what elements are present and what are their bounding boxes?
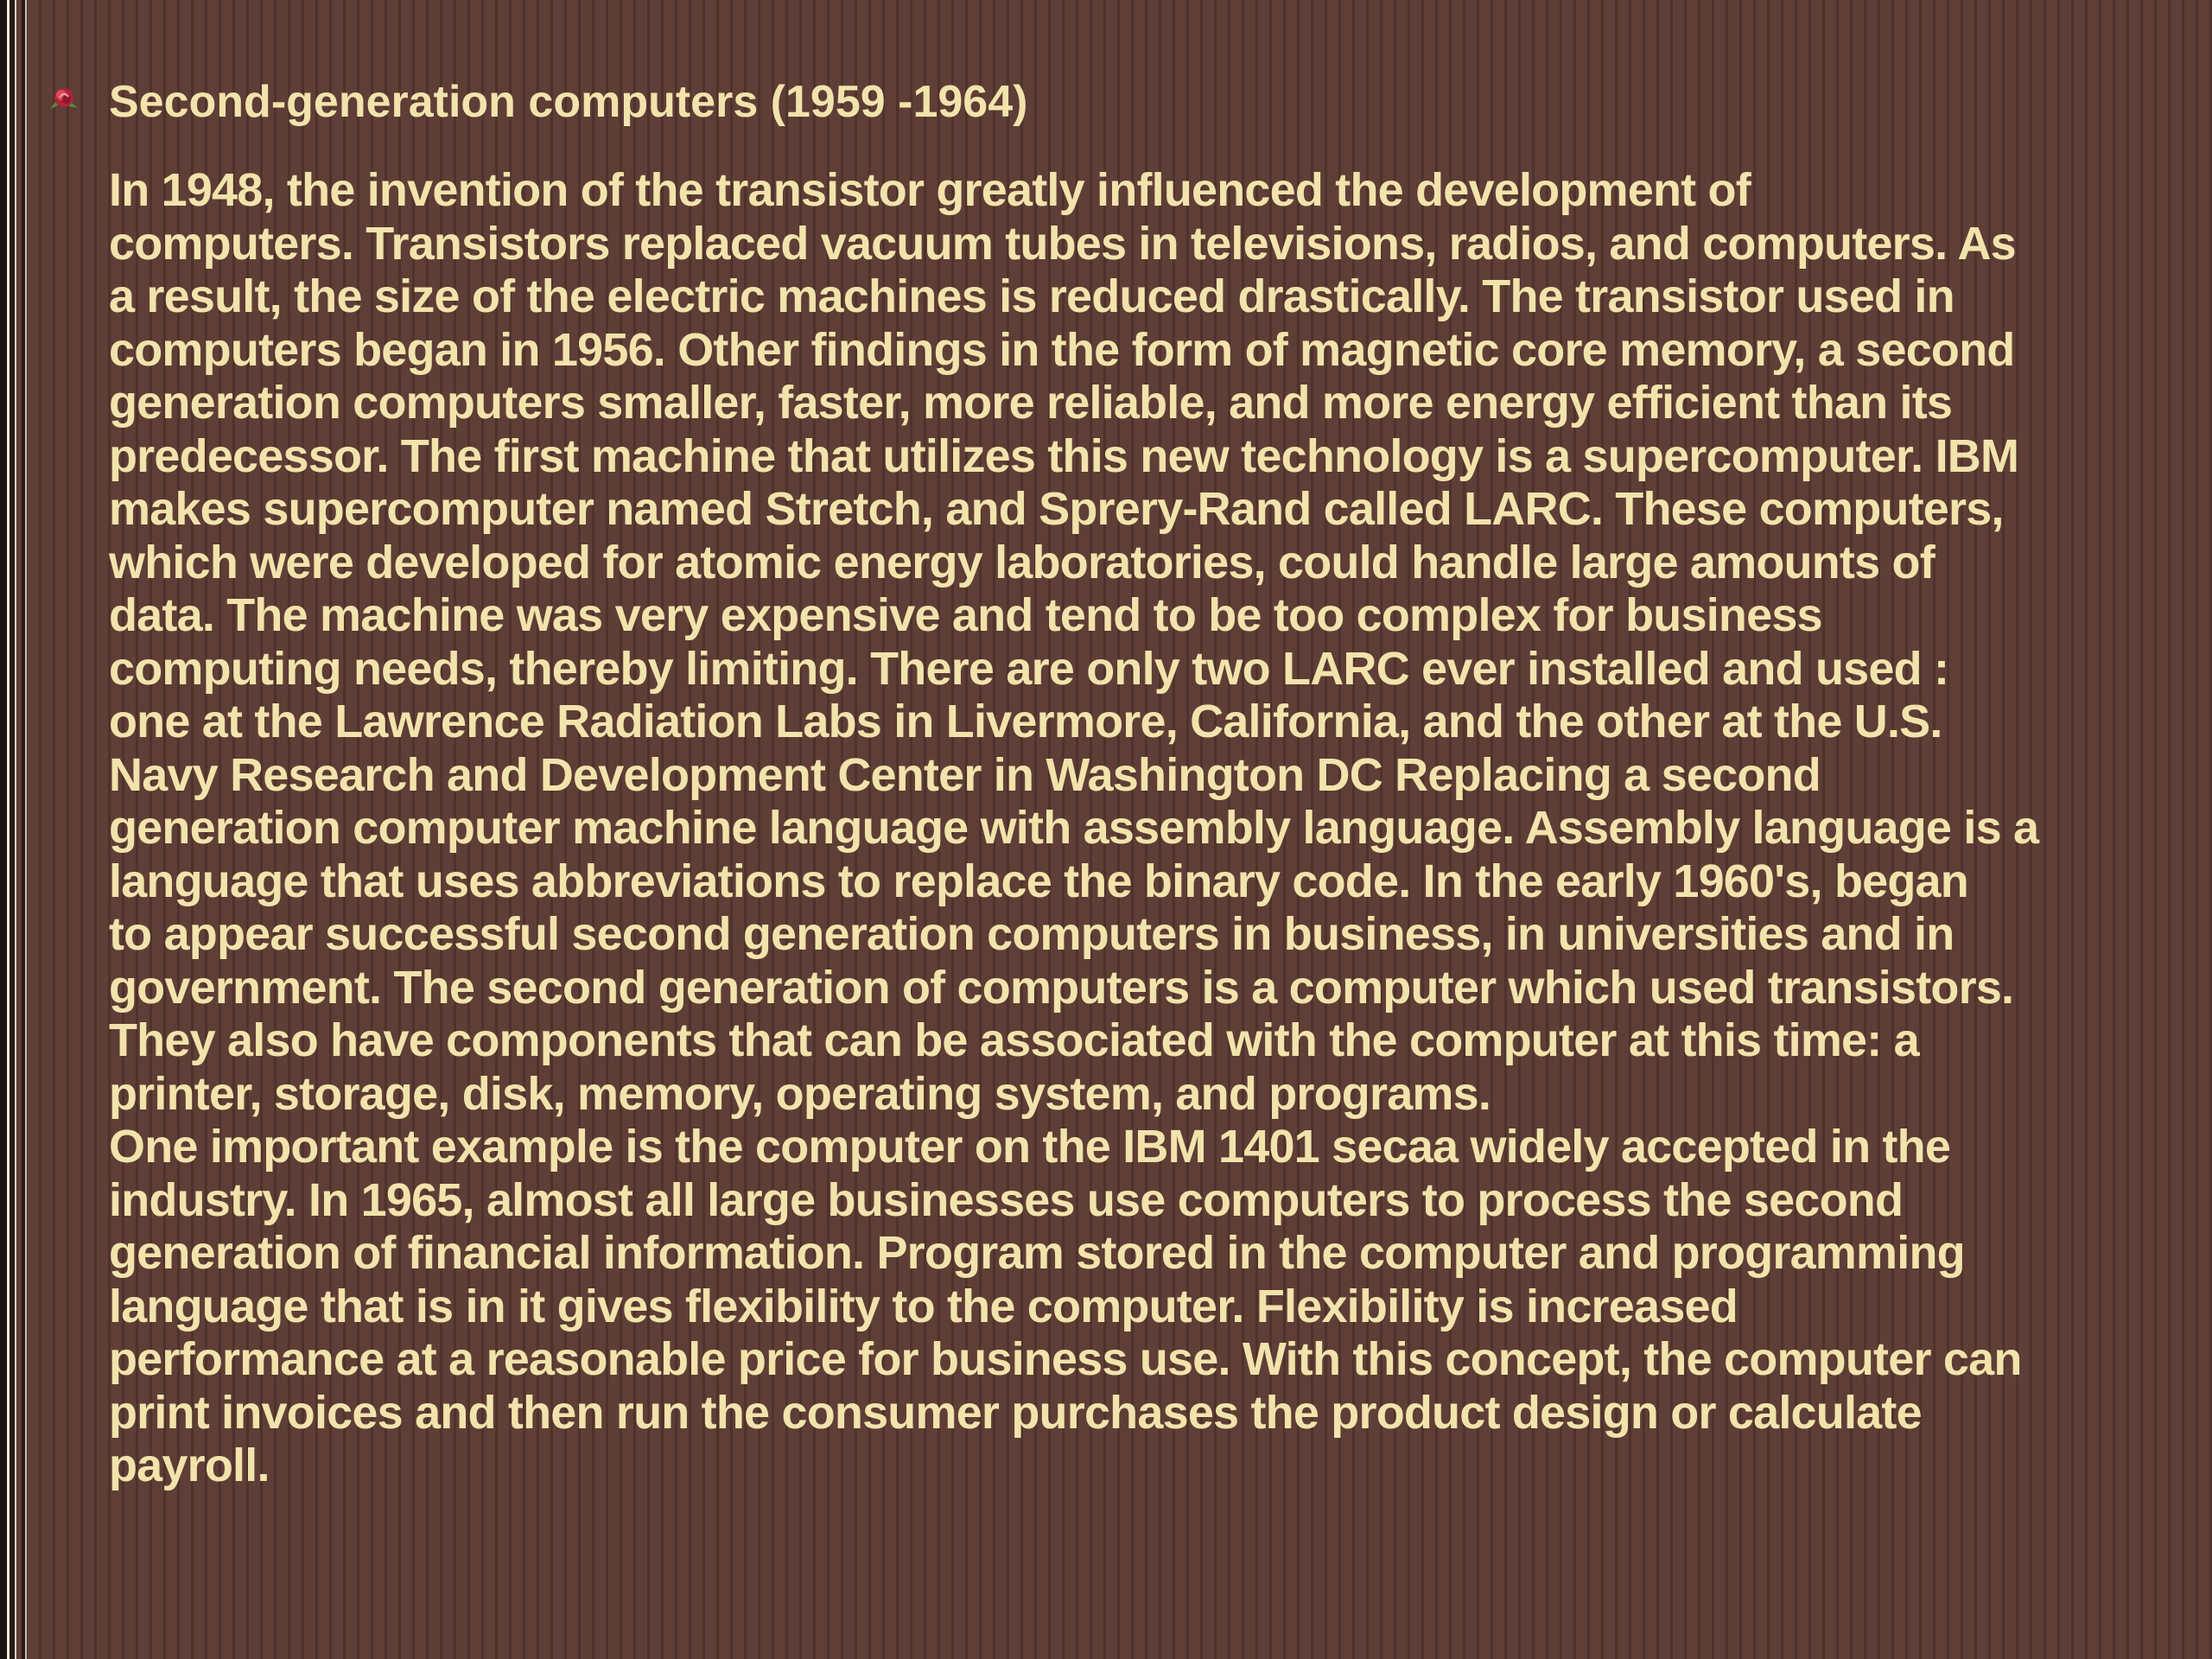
text-line: In 1948, the invention of the transistor greatly influenced the development of [109,164,1751,216]
text-line: government. The second generation of computers is a computer which used transistors. [109,961,2014,1014]
border-gap [27,0,48,1659]
text-line: makes supercomputer named Stretch, and Sprery-Rand called LARC. These computers, [109,483,2004,535]
text-line: computers. Transistors replaced vacuum tubes in televisions, radios, and computers. As [109,217,2016,270]
text-line: language that is in it gives flexibility to the computer. Flexibility is increased [109,1280,1738,1332]
text-line: computers began in 1956. Other findings in the form of magnetic core memory, a second [109,323,2015,376]
text-line: One important example is the computer on the IBM 1401 secaa widely accepted in the [109,1121,1951,1173]
text-line: language that uses abbreviations to replace the binary code. In the early 1960's, began [109,855,1968,907]
text-line: data. The machine was very expensive and tend to be too complex for business [109,589,1822,641]
text-line: computing needs, thereby limiting. There are only two LARC ever installed and used : [109,642,1949,695]
text-line: Navy Research and Development Center in Washington DC Replacing a second [109,748,1821,801]
text-line: to appear successful second generation computers in business, in universities and in [109,908,1955,960]
text-line: which were developed for atomic energy laboratories, could handle large amounts of [109,536,1935,588]
rose-bullet-icon [48,83,79,114]
text-line: a result, the size of the electric machines is reduced drastically. The transistor used in [109,270,1955,322]
text-line: payroll. [109,1440,270,1491]
text-line: performance at a reasonable price for business use. With this concept, the computer can [109,1333,2022,1385]
text-line: predecessor. The first machine that utilizes this new technology is a supercomputer. IBM [109,429,2019,482]
body-paragraph [109,164,2165,1493]
text-line: generation of financial information. Program stored in the computer and programming [109,1227,1965,1279]
slide-content [48,67,2157,1493]
text-line: generation computer machine language with assembly language. Assembly language is a [109,802,2039,854]
text-line: printer, storage, disk, memory, operating system, and programs. [109,1067,1491,1120]
text-line: They also have components that can be associated with the computer at this time: a [109,1014,1919,1066]
heading-row [48,67,2157,137]
text-line: one at the Lawrence Radiation Labs in Livermore, California, and the other at the U.S. [109,696,1942,747]
text-line: industry. In 1965, almost all large businesses use computers to process the second [109,1173,1904,1226]
left-border-decoration [0,0,48,1659]
text-line: print invoices and then run the consumer purchases the product design or calculate [109,1386,1922,1439]
border-stripe [0,0,7,1659]
text-line: generation computers smaller, faster, more reliable, and more energy efficient than its [109,377,1953,429]
slide-heading: Second-generation computers (1959 -1964) [109,77,1028,127]
